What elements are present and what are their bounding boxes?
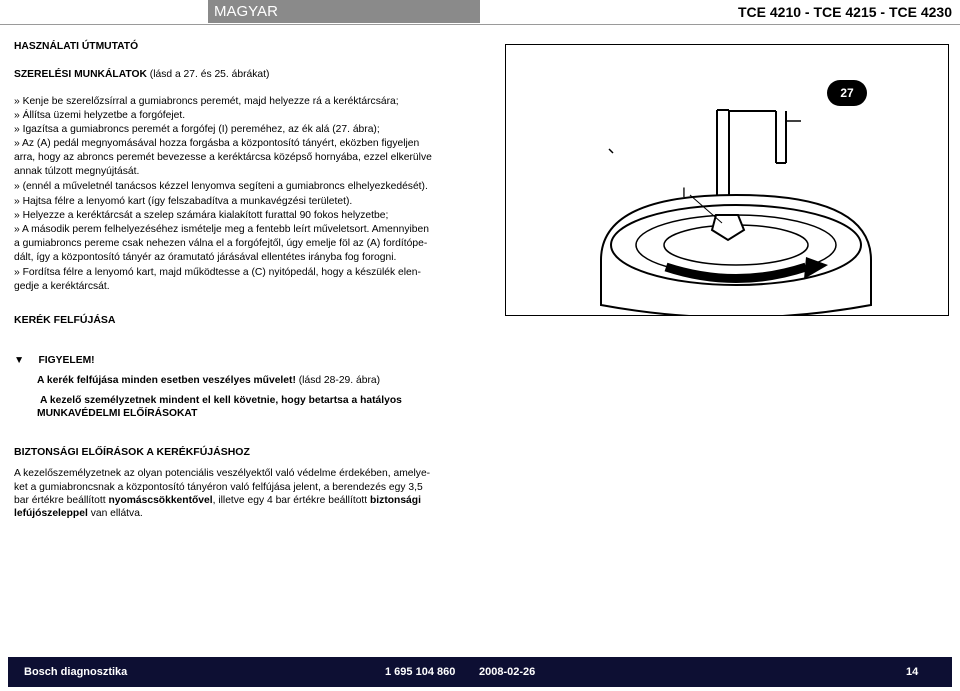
assembly-line: dált, így a központosító tányér az óramutató járásával ellentétes irányba fog forogni. [14, 252, 397, 263]
warning-title-line [14, 354, 95, 367]
safety-line: ket a gumiabroncsnak a központosító tányéron való felfújása jelent, a berendezés egy 3,5 [14, 482, 423, 493]
footer-date: 2008-02-26 [479, 666, 536, 678]
footer-page-number: 14 [906, 666, 919, 678]
safety-text: bar értékre beállított [14, 495, 109, 506]
document-title: HASZNÁLATI ÚTMUTATÓ [14, 41, 139, 52]
figure-number-badge: 27 [827, 80, 867, 106]
figure-label-i: I [682, 184, 686, 200]
safety-emphasis: biztonsági [370, 495, 421, 506]
language-banner [208, 0, 480, 23]
warning-triangle-icon: ▼ [14, 355, 25, 366]
footer-doc-number: 1 695 104 860 [385, 666, 456, 678]
assembly-line: » Helyezze a keréktárcsát a szelep számára kialakított furattal 90 fokos helyzetbe; [14, 210, 389, 221]
warning-title: FIGYELEM! [38, 355, 95, 366]
assembly-line: a gumiabroncs pereme csak nehezen válna el a forgófejtől, úgy emelje föl az (A) fordítópe- [14, 238, 428, 249]
assembly-line: » A második perem felhelyezéséhez ismételje meg a fentebb leírt műveletsort. Amennyiben [14, 224, 429, 235]
assembly-line: » Az (A) pedál megnyomásával hozza forgásba a központosító tányért, eközben figyeljen [14, 138, 420, 149]
warning-ref: (lásd 28-29. ábra) [295, 375, 381, 386]
safety-emphasis: lefújószeleppel [14, 508, 88, 519]
warning-line-3: MUNKAVÉDELMI ELŐÍRÁSOKAT [37, 408, 198, 419]
warning-line-2: A kezelő személyzetnek mindent el kell követnie, hogy betartsa a hatályos [40, 395, 402, 406]
assembly-line: » Fordítsa félre a lenyomó kart, majd működtesse a (C) nyitópedál, hogy a készülék elen- [14, 267, 421, 278]
safety-emphasis: nyomáscsökkentővel [108, 495, 213, 506]
inflation-heading: KERÉK FELFÚJÁSA [14, 314, 116, 326]
safety-line: A kezelőszemélyzetnek az olyan potenciális veszélyektől való védelme érdekében, amelye- [14, 468, 431, 479]
safety-line [14, 507, 143, 520]
assembly-line: » (ennél a műveletnél tanácsos kézzel lenyomva segíteni a gumiabroncs elhelyezkedését). [14, 181, 428, 192]
tyre-changer-illustration [506, 45, 948, 315]
safety-heading: BIZTONSÁGI ELŐÍRÁSOK A KERÉKFÚJÁSHOZ [14, 446, 250, 458]
safety-text: , illetve egy 4 bar értékre beállított [212, 495, 371, 506]
assembly-line: » Állítsa üzemi helyzetbe a forgófejet. [14, 110, 186, 121]
figure-27-frame [505, 44, 949, 316]
assembly-line: annak túlzott megnyújtását. [14, 166, 140, 177]
assembly-heading: SZERELÉSI MUNKÁLATOK [14, 69, 147, 80]
footer-company: Bosch diagnosztika [24, 666, 128, 678]
assembly-line: arra, hogy az abroncs peremét bevezesse a keréktárcsa középső hornyába, ezzel elkerülve [14, 152, 432, 163]
safety-text: van ellátva. [87, 508, 143, 519]
model-title: TCE 4210 - TCE 4215 - TCE 4230 [738, 4, 952, 20]
header-divider [0, 24, 960, 25]
assembly-heading-ref: (lásd a 27. és 25. ábrákat) [146, 69, 270, 80]
warning-line-1 [37, 374, 380, 387]
assembly-line: » Igazítsa a gumiabroncs peremét a forgófej (I) pereméhez, az ék alá (27. ábra); [14, 124, 380, 135]
warning-statement: A kerék felfújása minden esetben veszélyes művelet! [37, 375, 296, 386]
assembly-line: » Hajtsa félre a lenyomó kart (így felszabadítva a munkavégzési területet). [14, 196, 353, 207]
footer-bar [8, 657, 952, 687]
language-label: MAGYAR [214, 3, 278, 20]
safety-line [14, 494, 421, 507]
assembly-line: gedje a keréktárcsát. [14, 281, 110, 292]
assembly-line: » Kenje be szerelőzsírral a gumiabroncs peremét, majd helyezze rá a keréktárcsára; [14, 96, 399, 107]
assembly-heading-line [14, 68, 269, 81]
